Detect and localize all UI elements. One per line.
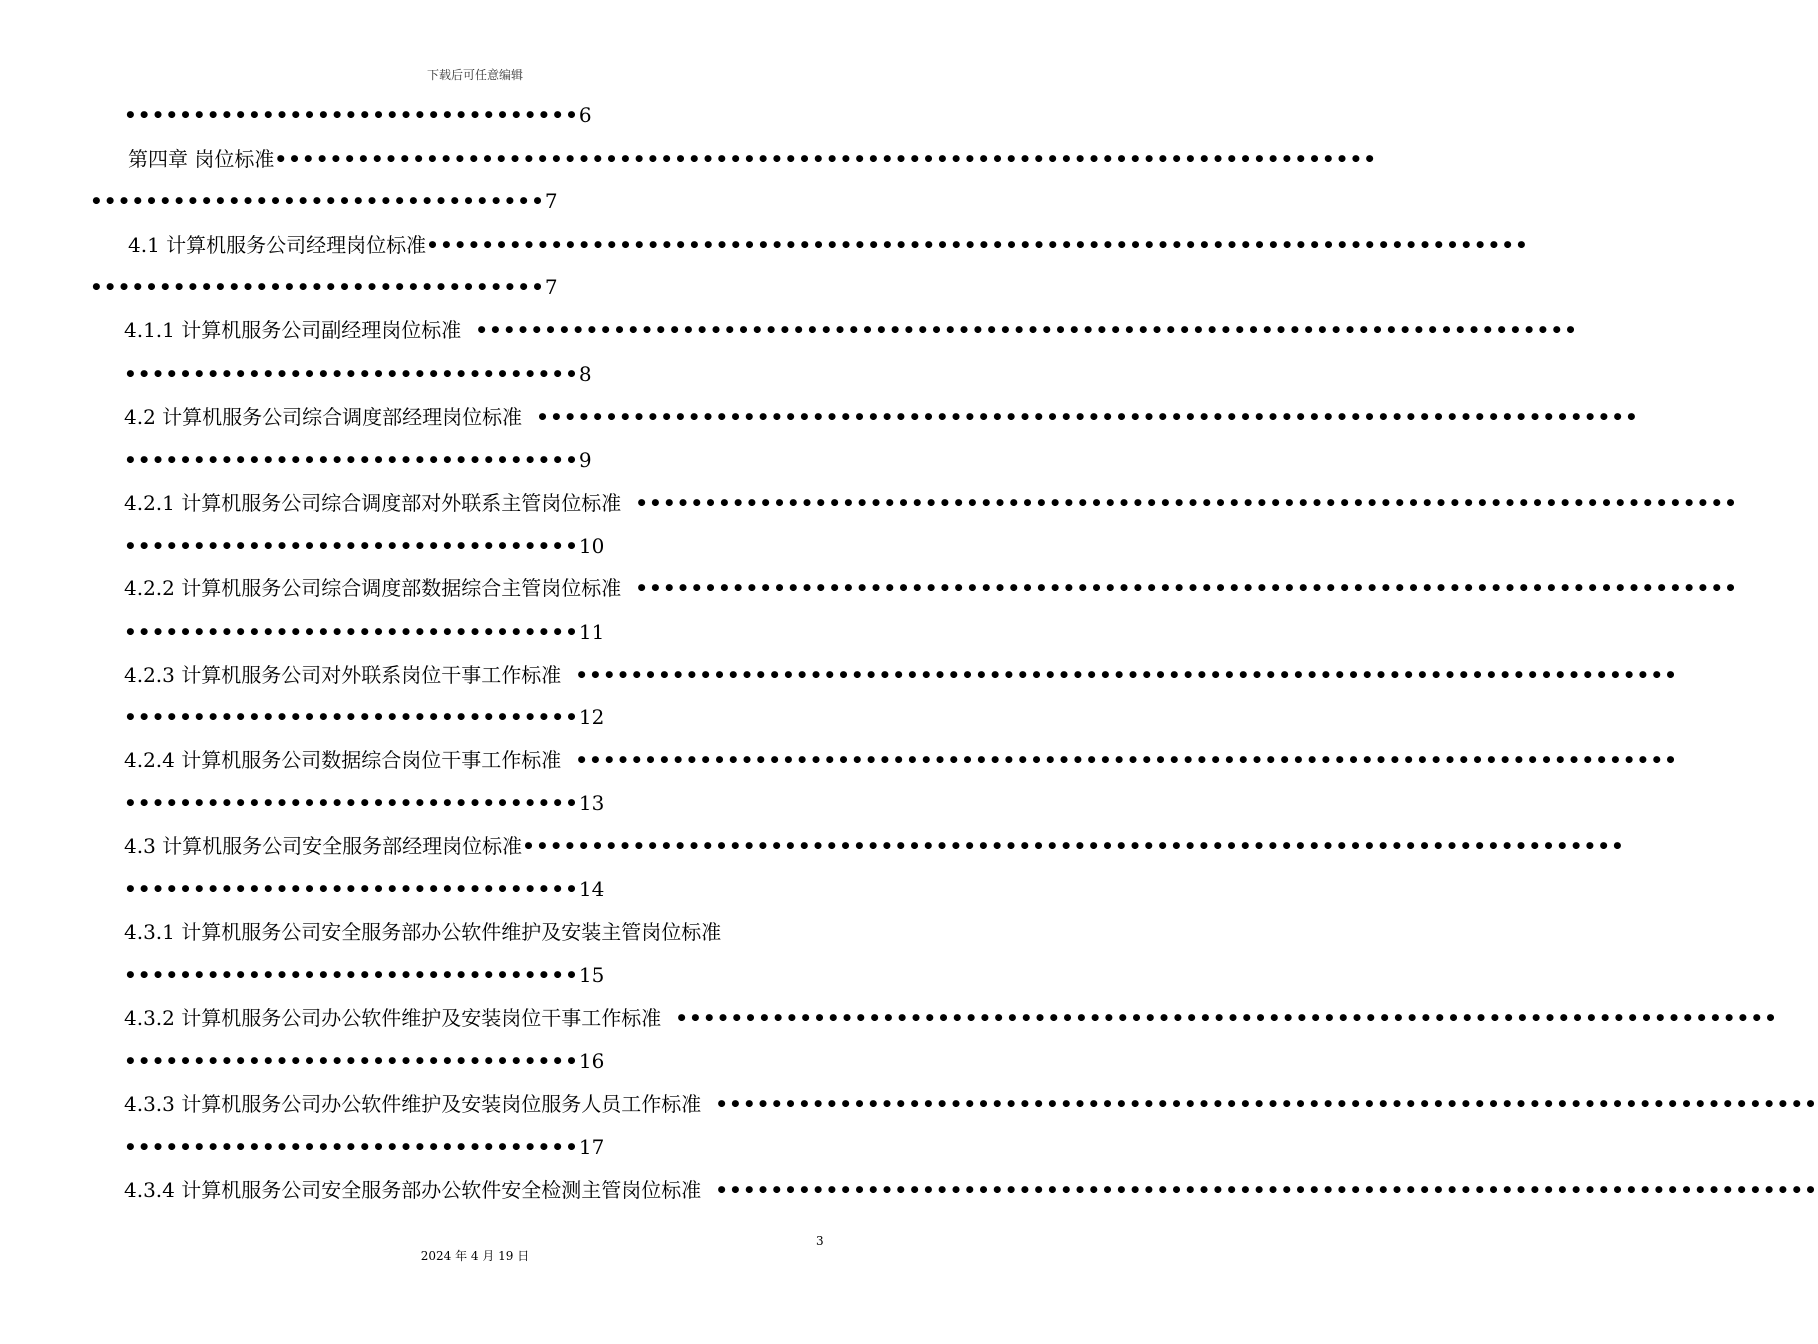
toc-entry-title: 4.1 计算机服务公司经理岗位标准 bbox=[128, 233, 427, 257]
toc-entry-title: 第四章 岗位标准 bbox=[128, 147, 275, 171]
toc-leader-dots: ••••••••••••••••••••••••••••••••• bbox=[124, 534, 579, 558]
toc-entry-title: 4.3.2 计算机服务公司办公软件维护及安装岗位干事工作标准 bbox=[124, 1006, 662, 1030]
toc-entry-4-3-1[interactable] bbox=[124, 918, 828, 946]
toc-entry-title: 4.2 计算机服务公司综合调度部经理岗位标准 bbox=[124, 405, 523, 429]
toc-leader-dots: ••••••••••••••••••••••••••••••••• bbox=[124, 791, 579, 815]
toc-leader-dots: ••••••••••••••••••••••••••••••••• bbox=[124, 1049, 579, 1073]
toc-entry-4-2-2[interactable] bbox=[124, 574, 1738, 602]
toc-leader-dots: •••••••••••••••••••••••••••••••••••••••••••••••••••••••••••••••••••••••••••••••• bbox=[635, 576, 1738, 600]
toc-entry-continuation bbox=[90, 273, 558, 301]
toc-leader-dots: ••••••••••••••••••••••••••••••••• bbox=[124, 362, 579, 386]
toc-leader-dots: •••••••••••••••••••••••••••••••••••••••••••••••••••••••••••••••••••••••••••••••• bbox=[715, 1092, 1818, 1116]
page-header-note: 下载后可任意编辑 bbox=[426, 68, 523, 82]
toc-entry-title: 4.1.1 计算机服务公司副经理岗位标准 bbox=[124, 318, 462, 342]
toc-entry-continuation bbox=[124, 703, 604, 731]
toc-page-number: 11 bbox=[578, 620, 605, 644]
toc-page-number: 17 bbox=[578, 1135, 605, 1159]
toc-entry-continuation bbox=[124, 875, 604, 903]
toc-entry-title: 4.3.3 计算机服务公司办公软件维护及安装岗位服务人员工作标准 bbox=[124, 1092, 702, 1116]
toc-leader-dots: •••••••••••••••••••••••••••••••••••••••••••••••••••••••••••••••••••••••••••••••• bbox=[575, 748, 1678, 772]
toc-page-number: 6 bbox=[578, 103, 592, 127]
toc-entry-4-2[interactable] bbox=[124, 403, 1639, 431]
toc-leader-dots: ••••••••••••••••••••••••••••••••• bbox=[90, 189, 545, 213]
toc-leader-dots: •••••••••••••••••••••••••••••••••••••••••••••••••••••••••••••••••••••••••••••••• bbox=[426, 233, 1529, 257]
toc-page-number: 8 bbox=[578, 362, 592, 386]
toc-entry-continuation bbox=[124, 1047, 604, 1075]
toc-entry-continuation bbox=[124, 446, 592, 474]
toc-entry-4-3-4[interactable] bbox=[124, 1176, 1818, 1204]
toc-entry-continuation bbox=[90, 187, 558, 215]
toc-entry-4-3[interactable] bbox=[124, 832, 1625, 860]
toc-entry-4-2-1[interactable] bbox=[124, 489, 1738, 517]
toc-leader-dots: ••••••••••••••••••••••••••••••••• bbox=[124, 103, 579, 127]
toc-entry-chapter-4[interactable] bbox=[128, 145, 1378, 173]
toc-leader-dots: •••••••••••••••••••••••••••••••••••••••••••••••••••••••••••••••••••••••••••••••• bbox=[715, 1178, 1818, 1202]
toc-page-number: 13 bbox=[578, 791, 605, 815]
toc-entry-continuation bbox=[124, 618, 604, 646]
toc-leader-dots: •••••••••••••••••••••••••••••••••••••••••••••••••••••••••••••••••••••••••••••••• bbox=[274, 147, 1378, 171]
toc-page-number: 9 bbox=[578, 448, 592, 472]
toc-page-number: 15 bbox=[578, 963, 605, 987]
toc-page-number: 12 bbox=[578, 705, 605, 729]
toc-leader-dots: •••••••••••••••••••••••••••••••••••••••••••••••••••••••••••••••••••••••••••••••• bbox=[675, 1006, 1778, 1030]
toc-entry-title: 4.2.2 计算机服务公司综合调度部数据综合主管岗位标准 bbox=[124, 576, 622, 600]
toc-page-number: 14 bbox=[578, 877, 605, 901]
toc-leader-dots: •••••••••••••••••••••••••••••••••••••••••••••••••••••••••••••••••••••••••••••••• bbox=[575, 663, 1678, 687]
toc-page-number: 10 bbox=[578, 534, 605, 558]
toc-entry-continuation bbox=[124, 961, 604, 989]
toc-leader-dots: ••••••••••••••••••••••••••••••••• bbox=[124, 877, 579, 901]
toc-leader-dots: ••••••••••••••••••••••••••••••••• bbox=[124, 620, 579, 644]
toc-page-number: 7 bbox=[544, 275, 558, 299]
toc-entry-4-1-1[interactable] bbox=[124, 316, 1578, 344]
toc-entry-title: 4.2.4 计算机服务公司数据综合岗位干事工作标准 bbox=[124, 748, 562, 772]
toc-continuation-line bbox=[124, 101, 592, 129]
toc-entry-title: 4.3.4 计算机服务公司安全服务部办公软件安全检测主管岗位标准 bbox=[124, 1178, 702, 1202]
toc-entry-title: 4.2.3 计算机服务公司对外联系岗位干事工作标准 bbox=[124, 663, 562, 687]
toc-page-number: 7 bbox=[544, 189, 558, 213]
toc-page-number: 16 bbox=[578, 1049, 605, 1073]
toc-entry-4-3-2[interactable] bbox=[124, 1004, 1778, 1032]
toc-leader-dots: ••••••••••••••••••••••••••••••••• bbox=[124, 448, 579, 472]
toc-entry-title: 4.3 计算机服务公司安全服务部经理岗位标准 bbox=[124, 834, 523, 858]
toc-leader-dots: ••••••••••••••••••••••••••••••••• bbox=[124, 1135, 579, 1159]
toc-entry-4-2-3[interactable] bbox=[124, 661, 1678, 689]
toc-leader-dots: •••••••••••••••••••••••••••••••••••••••••••••••••••••••••••••••••••••••••••••••• bbox=[635, 491, 1738, 515]
page-number: 3 bbox=[816, 1234, 824, 1248]
toc-leader-dots: ••••••••••••••••••••••••••••••••• bbox=[124, 963, 579, 987]
toc-leader-dots: ••••••••••••••••••••••••••••••••• bbox=[90, 275, 545, 299]
toc-leader-dots: •••••••••••••••••••••••••••••••••••••••••••••••••••••••••••••••••••••••••••••••• bbox=[475, 318, 1578, 342]
toc-leader-dots: •••••••••••••••••••••••••••••••••••••••••••••••••••••••••••••••••••••••••••••••• bbox=[536, 405, 1639, 429]
toc-entry-continuation bbox=[124, 532, 604, 560]
toc-entry-4-3-3[interactable] bbox=[124, 1090, 1818, 1118]
toc-entry-continuation bbox=[124, 789, 604, 817]
toc-entry-title: 4.2.1 计算机服务公司综合调度部对外联系主管岗位标准 bbox=[124, 491, 622, 515]
toc-entry-continuation bbox=[124, 360, 592, 388]
toc-leader-dots: •••••••••••••••••••••••••••••••••••••••••••••••••••••••••••••••••••••••••••••••• bbox=[522, 834, 1625, 858]
toc-entry-title: 4.3.1 计算机服务公司安全服务部办公软件维护及安装主管岗位标准 bbox=[124, 920, 722, 944]
footer-date: 2024 年 4 月 19 日 bbox=[420, 1249, 530, 1263]
toc-entry-4-1[interactable] bbox=[128, 231, 1529, 259]
toc-leader-dots: ••••••••••••••••••••••••••••••••• bbox=[124, 705, 579, 729]
toc-entry-4-2-4[interactable] bbox=[124, 746, 1678, 774]
toc-entry-continuation bbox=[124, 1133, 604, 1161]
